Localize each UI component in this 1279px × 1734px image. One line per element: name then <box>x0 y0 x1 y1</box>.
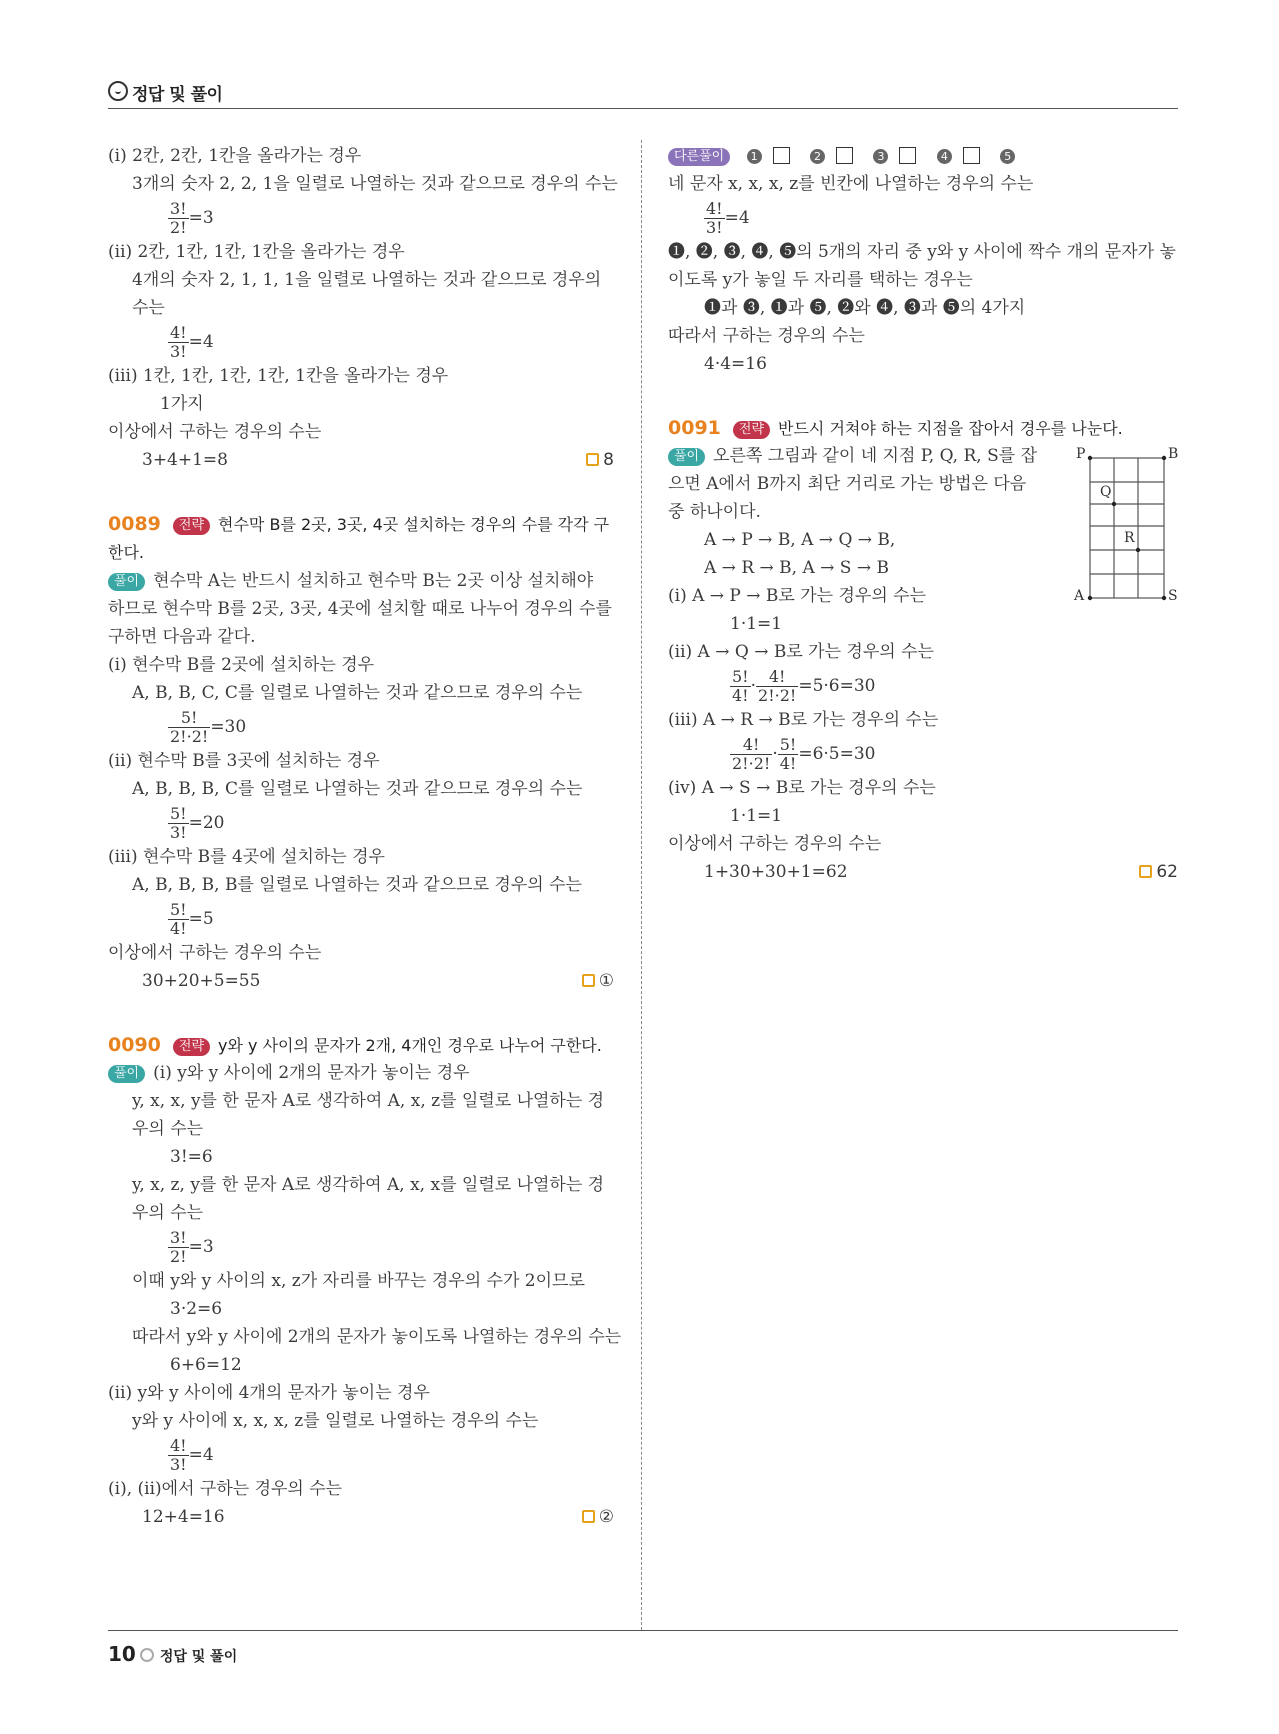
grid-label-p: P <box>1076 446 1086 462</box>
strategy-text: 반드시 거쳐야 하는 지점을 잡아서 경우를 나눈다. <box>778 419 1123 438</box>
problem-0089-header <box>108 510 614 567</box>
case-text: 3개의 숫자 2, 2, 1을 일렬로 나열하는 것과 같으므로 경우의 수는 <box>132 174 618 194</box>
summary-expression <box>108 967 614 995</box>
fraction-expression <box>108 322 614 362</box>
denominator: 3! <box>170 341 187 361</box>
numerator: 5! <box>168 709 210 728</box>
page-footer <box>108 1642 237 1666</box>
case-title: (ⅱ) A → Q → B로 가는 경우의 수는 <box>668 642 934 662</box>
solution-text: 현수막 A는 반드시 설치하고 현수막 B는 2곳 이상 설치해야 하므로 현수막 B를 2곳, 3곳, 4곳에 설치할 때로 나누어 경우의 수를 구하면 다음과 같다. <box>108 571 612 647</box>
case-title: (ⅰ) 현수막 B를 2곳에 설치하는 경우 <box>108 655 375 675</box>
result: =4 <box>724 208 750 228</box>
alt-solution-header <box>668 142 1178 170</box>
denominator: 4! <box>732 685 749 705</box>
slot-number: 4 <box>937 149 952 164</box>
summary-text: (ⅰ), (ⅱ)에서 구하는 경우의 수는 <box>108 1479 343 1499</box>
summary-expression <box>108 446 614 474</box>
case-title: (ⅲ) 1칸, 1칸, 1칸, 1칸, 1칸을 올라가는 경우 <box>108 366 449 386</box>
sum-expression: 12+4=16 <box>142 1507 225 1527</box>
case-text: 이때 y와 y 사이의 x, z가 자리를 바꾸는 경우의 수가 2이므로 <box>132 1271 585 1291</box>
numerator: 5! <box>170 899 187 919</box>
numerator: 4! <box>730 736 772 755</box>
footer-title: 정답 및 풀이 <box>159 1649 238 1665</box>
result: =4 <box>188 1445 214 1465</box>
case-text: y와 y 사이에 x, x, x, z를 일렬로 나열하는 경우의 수는 <box>132 1411 539 1431</box>
case-title: (ⅱ) 현수막 B를 3곳에 설치하는 경우 <box>108 751 380 771</box>
case-text: y, x, x, y를 한 문자 A로 생각하여 A, x, z를 일렬로 나열하는 경우의 수는 <box>132 1091 605 1139</box>
denominator: 4! <box>170 918 187 938</box>
solution-tag: 풀이 <box>108 1065 145 1083</box>
case-text: A, B, B, C, C를 일렬로 나열하는 것과 같으므로 경우의 수는 <box>132 683 583 703</box>
case-title: (ⅰ) A → P → B로 가는 경우의 수는 <box>668 586 927 606</box>
fraction-expression <box>108 198 614 238</box>
numerator: 3! <box>170 1227 187 1247</box>
strategy-tag: 전략 <box>173 517 210 535</box>
result: =5 <box>188 909 214 929</box>
alt-text: 따라서 구하는 경우의 수는 <box>668 326 865 346</box>
answer-value: 62 <box>1156 862 1178 882</box>
smiley-logo-icon <box>108 81 128 101</box>
grid-label-b: B <box>1168 446 1179 462</box>
expression: 6+6=12 <box>170 1355 242 1375</box>
alt-text: ❶과 ❸, ❶과 ❺, ❷와 ❹, ❸과 ❺의 4가지 <box>704 298 1026 318</box>
blank-box <box>899 147 916 164</box>
fraction-expression <box>108 1227 614 1267</box>
fraction-expression <box>108 899 614 939</box>
case-title: (ⅰ) 2칸, 2칸, 1칸을 올라가는 경우 <box>108 146 362 166</box>
case-text: 1가지 <box>160 394 204 414</box>
denominator: 4! <box>779 753 797 773</box>
problem-number: 0090 <box>108 1034 161 1056</box>
route-line: A → R → B, A → S → B <box>704 558 889 578</box>
slot-number: 2 <box>810 149 825 164</box>
problem-0091-header <box>668 414 1178 442</box>
blank-box <box>836 147 853 164</box>
answer-icon <box>586 453 599 466</box>
case-title-row <box>108 1059 614 1087</box>
denominator: 2! <box>170 217 187 237</box>
solution-text: 오른쪽 그림과 같이 네 지점 P, Q, R, S를 잡으면 A에서 B까지 최단 거리로 가는 방법은 다음 중 하나이다. <box>668 446 1037 522</box>
problem-0090-header <box>108 1031 614 1059</box>
answer <box>1139 858 1178 886</box>
sum-expression: 30+20+5=55 <box>142 971 261 991</box>
alt-solution-tag: 다른풀이 <box>668 148 730 166</box>
case-text: 4개의 숫자 2, 1, 1, 1을 일렬로 나열하는 것과 같으므로 경우의 수는 <box>132 270 602 318</box>
answer <box>582 1503 614 1531</box>
slot-number: 5 <box>1000 149 1015 164</box>
result: =6·5=30 <box>798 744 876 764</box>
numerator: 4! <box>170 1435 187 1455</box>
slot-number: 1 <box>747 149 762 164</box>
sum-expression: 3+4+1=8 <box>142 450 228 470</box>
denominator: 3! <box>170 1454 187 1474</box>
column-divider <box>641 140 642 1630</box>
left-column <box>108 142 622 1531</box>
answer <box>582 967 614 995</box>
case-title: (ⅰ) y와 y 사이에 2개의 문자가 놓이는 경우 <box>153 1063 470 1083</box>
result: =5·6=30 <box>798 676 876 696</box>
case-title: (ⅱ) 2칸, 1칸, 1칸, 1칸을 올라가는 경우 <box>108 242 405 262</box>
summary-text: 이상에서 구하는 경우의 수는 <box>668 834 882 854</box>
expression: 1·1=1 <box>730 614 783 634</box>
denominator: 2!·2! <box>758 685 797 705</box>
summary-text: 이상에서 구하는 경우의 수는 <box>108 943 322 963</box>
answer <box>586 446 614 474</box>
case-title: (ⅲ) 현수막 B를 4곳에 설치하는 경우 <box>108 847 385 867</box>
result: =3 <box>188 1237 214 1257</box>
fraction-expression <box>108 1435 614 1475</box>
solution-intro <box>668 442 1048 526</box>
fraction-expression <box>108 707 614 747</box>
solution-tag: 풀이 <box>108 573 145 591</box>
answer-icon <box>582 974 595 987</box>
alt-text: 네 문자 x, x, x, z를 빈칸에 나열하는 경우의 수는 <box>668 174 1034 194</box>
solution-tag: 풀이 <box>668 448 705 466</box>
denominator: 3! <box>170 822 187 842</box>
answer-value: 8 <box>603 450 614 470</box>
grid-svg <box>1072 446 1182 606</box>
summary-expression <box>668 858 1178 886</box>
expression: 3·2=6 <box>170 1299 223 1319</box>
header-rule <box>108 108 1178 109</box>
case-text: y, x, z, y를 한 문자 A로 생각하여 A, x, x를 일렬로 나열하는 경우의 수는 <box>132 1175 605 1223</box>
answer-value: ② <box>598 1507 614 1527</box>
result: =4 <box>188 332 214 352</box>
answer-icon <box>582 1510 595 1523</box>
numerator: 5! <box>732 666 749 686</box>
problem-number: 0089 <box>108 513 161 535</box>
case-title: (ⅱ) y와 y 사이에 4개의 문자가 놓이는 경우 <box>108 1383 430 1403</box>
result: =30 <box>210 717 247 737</box>
denominator: 2!·2! <box>732 753 771 773</box>
header-title: 정답 및 풀이 <box>132 85 223 105</box>
fraction-expression <box>108 803 614 843</box>
blank-box <box>963 147 980 164</box>
route-line: A → P → B, A → Q → B, <box>704 530 896 550</box>
numerator: 4! <box>170 322 187 342</box>
numerator: 3! <box>170 198 187 218</box>
numerator: 5! <box>170 803 187 823</box>
numerator: 4! <box>756 668 798 687</box>
summary-text: 이상에서 구하는 경우의 수는 <box>108 422 322 442</box>
case-title: (ⅲ) A → R → B로 가는 경우의 수는 <box>668 710 939 730</box>
smiley-logo-icon <box>140 1648 154 1662</box>
expression: 1·1=1 <box>730 806 783 826</box>
fraction-expression: $\frac{4!}{2!\cdot 2!}$ · $\frac{5!}{4!}$ =6·5=30 <box>732 734 876 773</box>
solution-intro <box>108 567 614 651</box>
slot-number: 3 <box>873 149 888 164</box>
numerator: 4! <box>706 198 723 218</box>
grid-label-r: R <box>1124 530 1135 546</box>
alt-text: ❶, ❷, ❸, ❹, ❺의 5개의 자리 중 y와 y 사이에 짝수 개의 문자가 놓이도록 y가 놓일 두 자리를 택하는 경우는 <box>668 242 1176 290</box>
strategy-tag: 전략 <box>733 421 770 439</box>
blank-box <box>773 147 790 164</box>
grid-label-q: Q <box>1100 484 1112 500</box>
strategy-text: 현수막 B를 2곳, 3곳, 4곳 설치하는 경우의 수를 각각 구한다. <box>108 515 610 562</box>
denominator: 2!·2! <box>170 726 209 746</box>
case-text: 따라서 y와 y 사이에 2개의 문자가 놓이도록 나열하는 경우의 수는 <box>132 1327 622 1347</box>
sum-expression: 1+30+30+1=62 <box>704 862 848 882</box>
denominator: 3! <box>706 217 723 237</box>
answer-value: ① <box>598 971 614 991</box>
expression: 3!=6 <box>170 1147 213 1167</box>
denominator: 2! <box>170 1246 187 1266</box>
result: =3 <box>188 208 214 228</box>
result: =20 <box>188 813 225 833</box>
grid-label-s: S <box>1168 588 1178 604</box>
fraction-expression: $\frac{5!}{4!}$ · $\frac{4!}{2!\cdot 2!}$ =5·6=30 <box>732 666 876 705</box>
grid-label-a: A <box>1074 588 1085 604</box>
answer-icon <box>1139 865 1152 878</box>
strategy-tag: 전략 <box>173 1038 210 1056</box>
summary-expression <box>108 1503 614 1531</box>
path-grid-figure <box>1072 446 1182 606</box>
case-text: A, B, B, B, C를 일렬로 나열하는 것과 같으므로 경우의 수는 <box>132 779 583 799</box>
case-text: A, B, B, B, B를 일렬로 나열하는 것과 같으므로 경우의 수는 <box>132 875 582 895</box>
problem-number: 0091 <box>668 417 721 439</box>
page-number: 10 <box>108 1642 136 1666</box>
fraction-expression <box>668 198 1178 238</box>
footer-rule <box>108 1630 1178 1631</box>
strategy-text: y와 y 사이의 문자가 2개, 4개인 경우로 나누어 구한다. <box>218 1036 602 1055</box>
page-header <box>108 80 1178 110</box>
case-title: (ⅳ) A → S → B로 가는 경우의 수는 <box>668 778 936 798</box>
numerator: 5! <box>779 734 797 754</box>
expression: 4·4=16 <box>704 354 767 374</box>
